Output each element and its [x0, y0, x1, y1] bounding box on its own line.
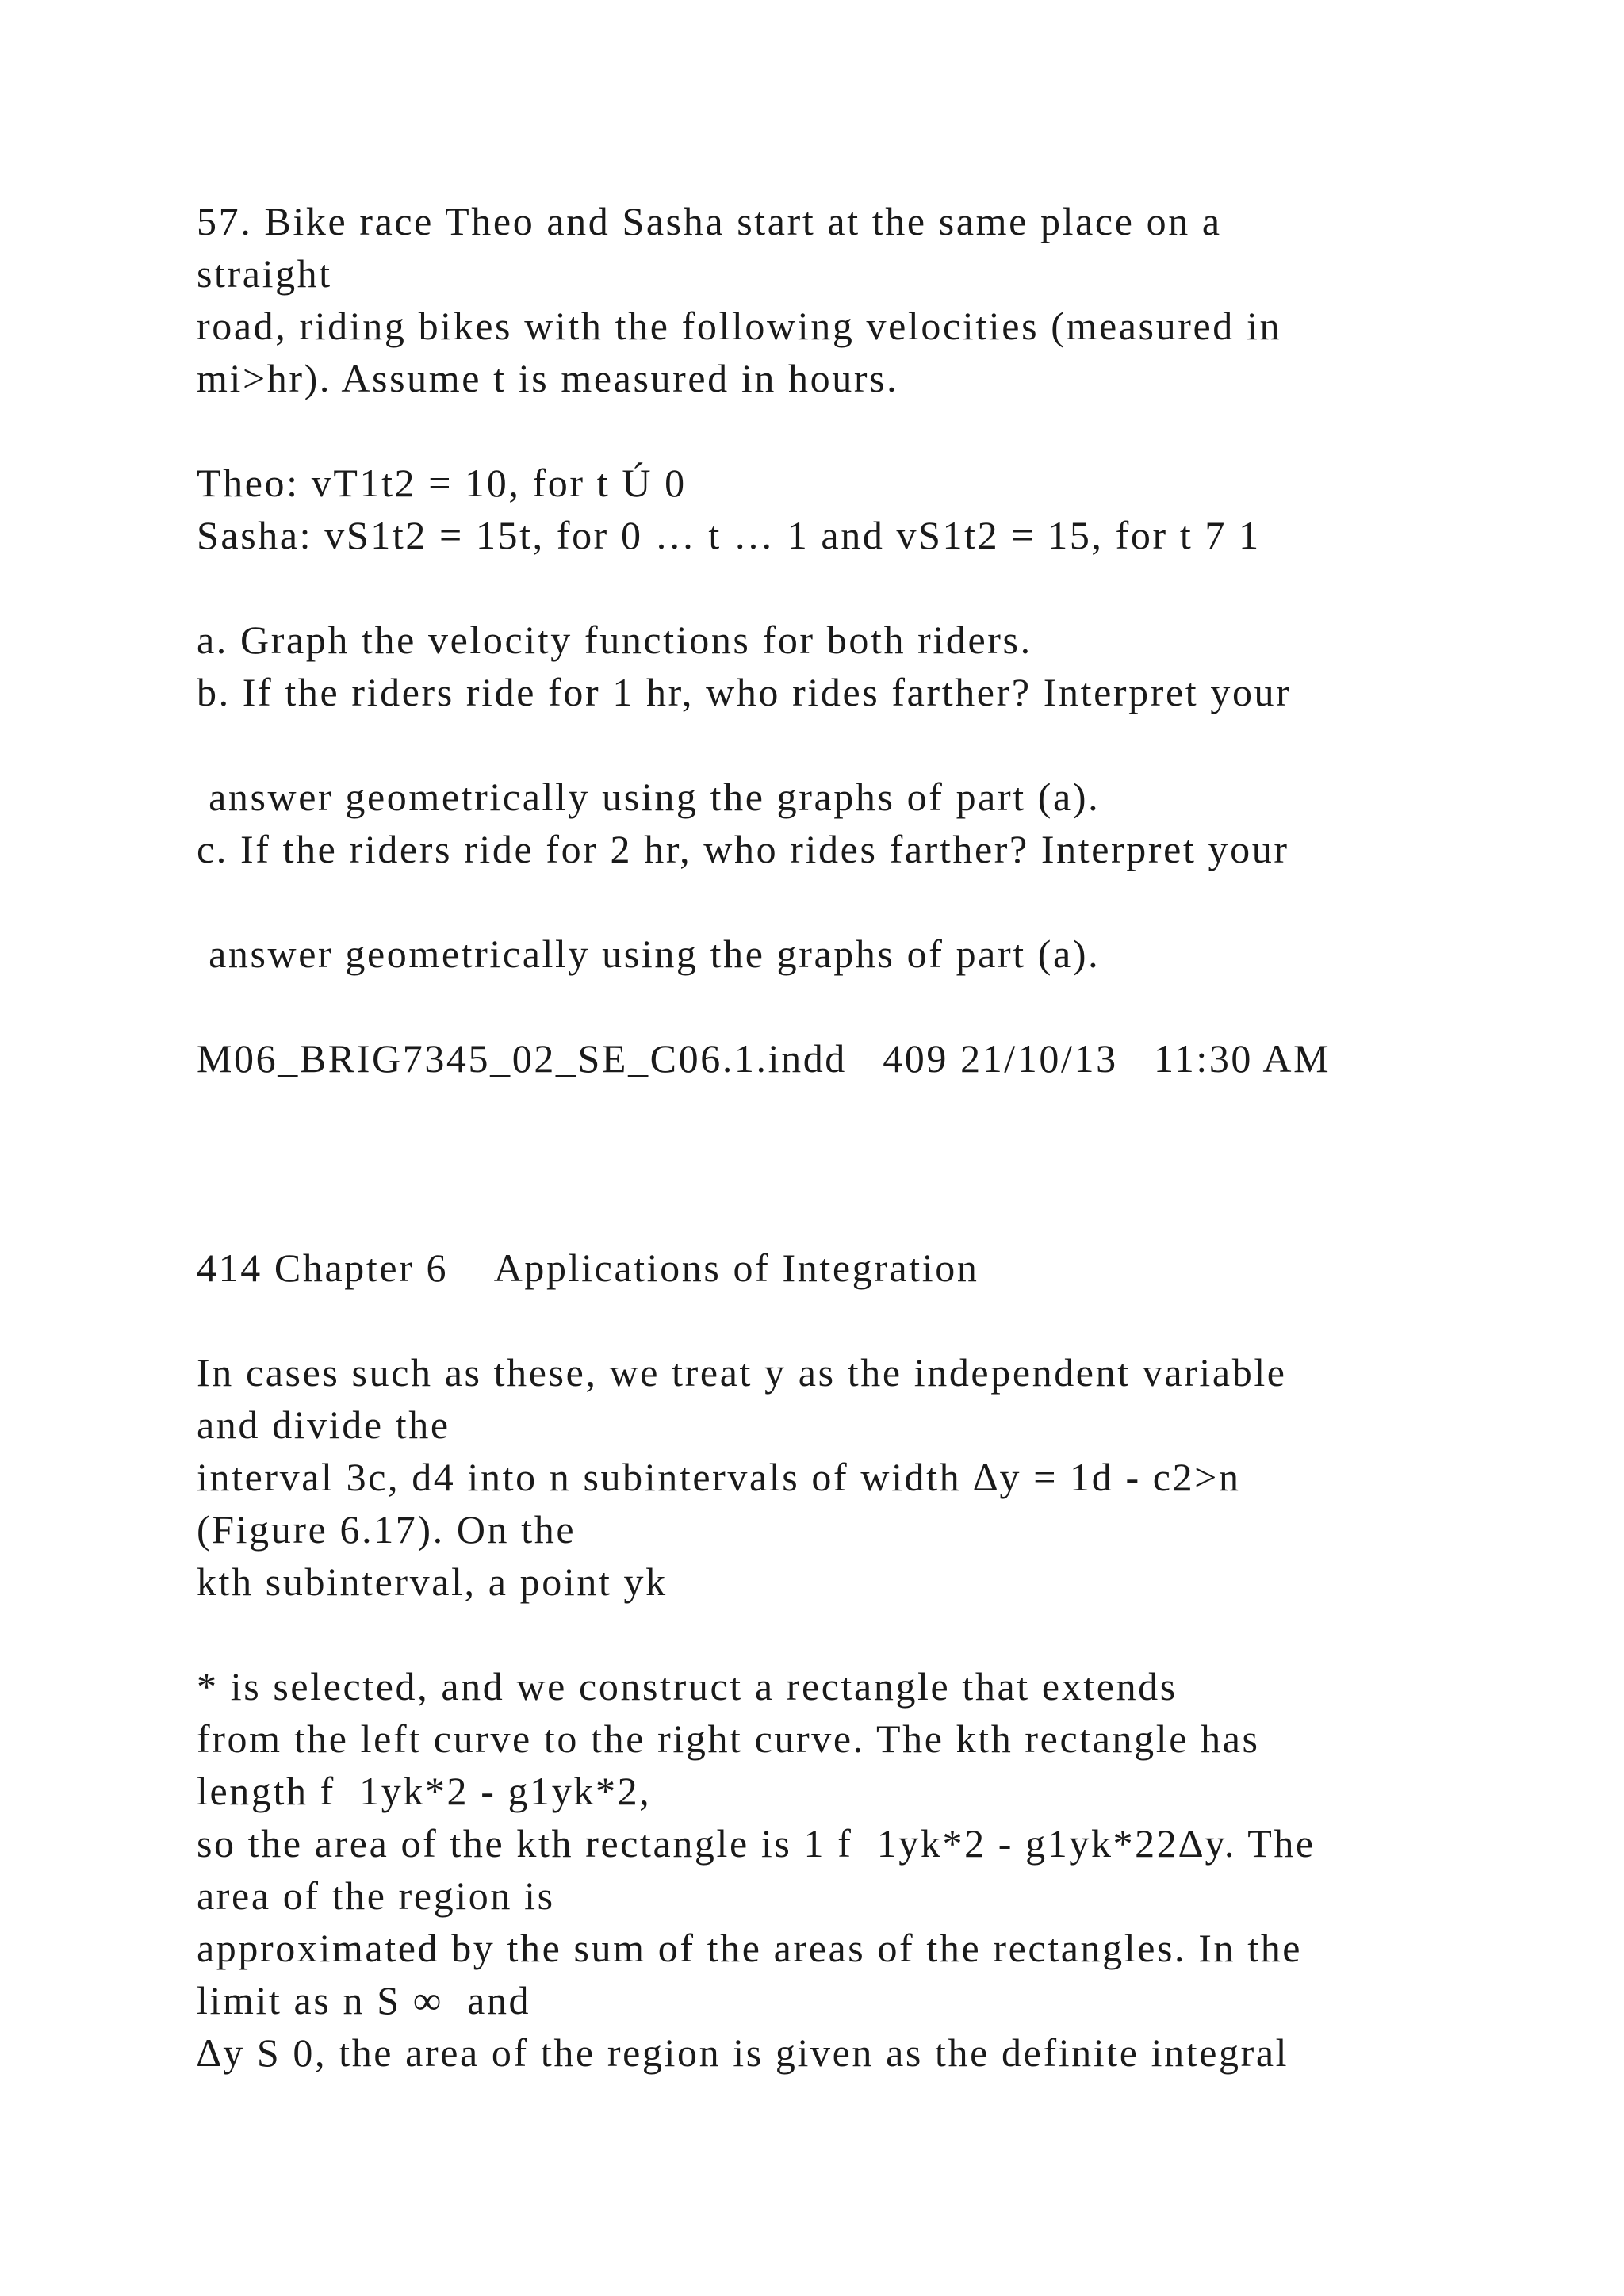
paragraph-line: so the area of the kth rectangle is 1 f 1yk*2 - g1yk*22∆y. The	[197, 1821, 1316, 1866]
problem-text-line: road, riding bikes with the following velocities (measured in	[197, 304, 1282, 348]
paragraph-line: In cases such as these, we treat y as the independent variable	[197, 1350, 1287, 1395]
paragraph-line: interval 3c, d4 into n subintervals of width ∆y = 1d - c2>n	[197, 1455, 1241, 1499]
chapter-section	[197, 1242, 1545, 2079]
paragraph-line: and divide the	[197, 1402, 450, 1447]
part-b-continued: answer geometrically using the graphs of part (a).	[197, 775, 1101, 819]
part-b: b. If the riders ride for 1 hr, who rides farther? Interpret your	[197, 670, 1292, 714]
paragraph-line: limit as n S ∞ and	[197, 1978, 531, 2022]
paragraph-line: (Figure 6.17). On the	[197, 1507, 576, 1552]
problem-text-line: mi>hr). Assume t is measured in hours.	[197, 356, 899, 400]
sasha-velocity: Sasha: vS1t2 = 15t, for 0 … t … 1 and vS1t2 = 15, for t 7 1	[197, 513, 1261, 557]
document-page	[197, 195, 1545, 2079]
paragraph-line: kth subinterval, a point yk	[197, 1559, 668, 1604]
paragraph-line: ∆y S 0, the area of the region is given as the definite integral	[197, 2030, 1289, 2075]
problem-57	[197, 195, 1545, 1085]
paragraph-line: area of the region is	[197, 1873, 555, 1918]
problem-text-line: 57. Bike race Theo and Sasha start at the same place on a	[197, 199, 1222, 243]
paragraph-line: from the left curve to the right curve. The kth rectangle has	[197, 1716, 1260, 1761]
part-c-continued: answer geometrically using the graphs of part (a).	[197, 932, 1101, 976]
part-a: a. Graph the velocity functions for both riders.	[197, 618, 1032, 662]
paragraph-line: length f 1yk*2 - g1yk*2,	[197, 1769, 652, 1813]
paragraph-line: approximated by the sum of the areas of the rectangles. In the	[197, 1926, 1303, 1970]
file-slug: M06_BRIG7345_02_SE_C06.1.indd 409 21/10/13 11:30 AM	[197, 1036, 1331, 1081]
part-c: c. If the riders ride for 2 hr, who rides farther? Interpret your	[197, 827, 1289, 871]
problem-text-line: straight	[197, 251, 332, 296]
theo-velocity: Theo: vT1t2 = 10, for t Ú 0	[197, 461, 687, 505]
chapter-header: 414 Chapter 6 Applications of Integration	[197, 1246, 979, 1290]
paragraph-line: * is selected, and we construct a rectangle that extends	[197, 1664, 1178, 1709]
